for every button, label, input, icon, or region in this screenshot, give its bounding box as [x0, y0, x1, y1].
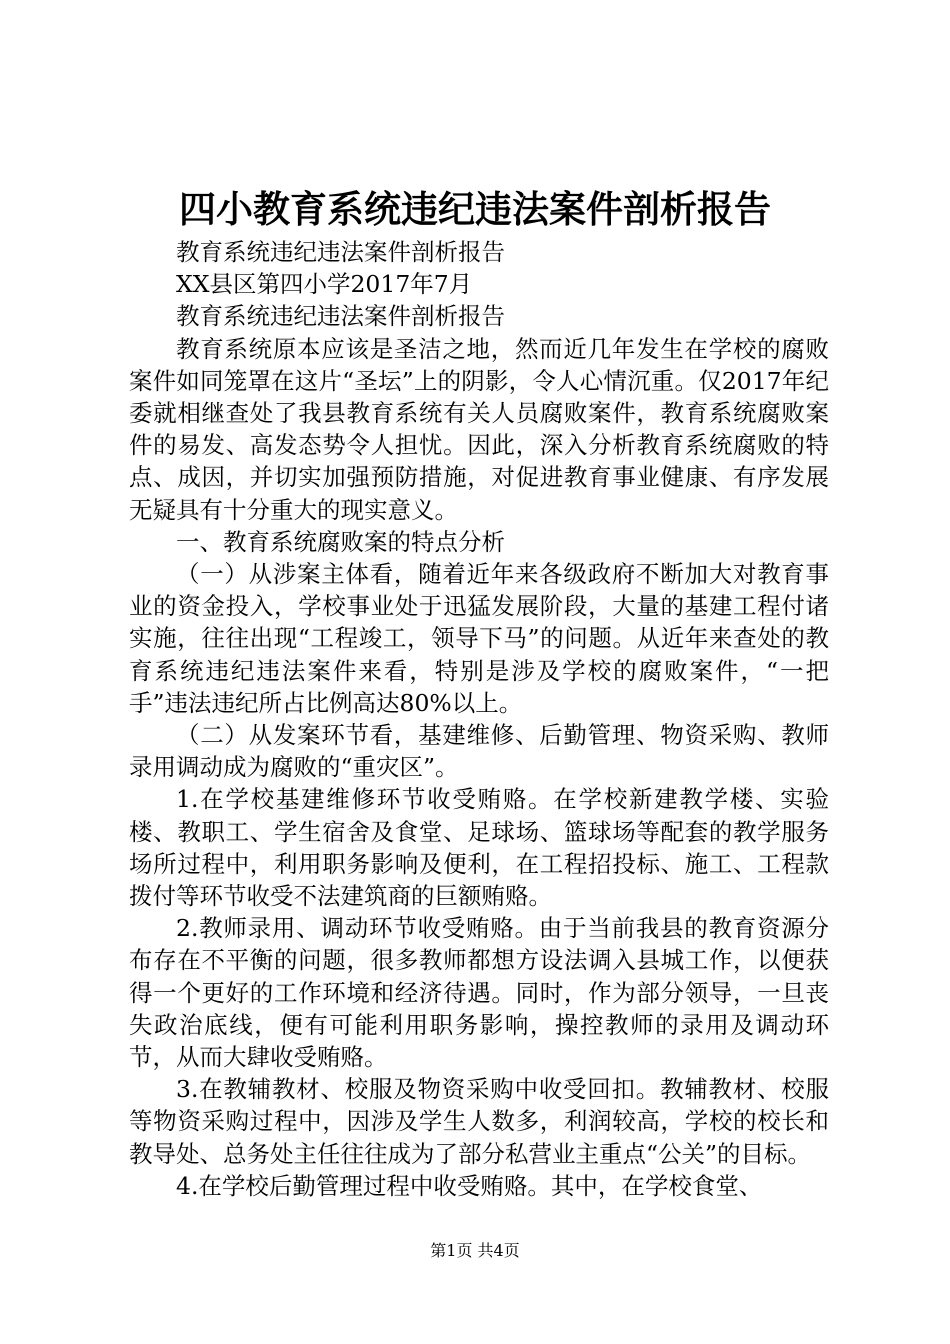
paragraph-subject: （一）从涉案主体看，随着近年来各级政府不断加大对教育事业的资金投入，学校事业处于迅猛发展阶段，大量的基建工程付诸实施，往往出现“工程竣工，领导下马”的问题。从近年来查处的教育系统违纪违法案件来看，特别是涉及学校的腐败案件，“一把手”违法违纪所占比例高达80%以上。: [129, 560, 829, 717]
author-date-line: XX县区第四小学2017年7月: [176, 270, 473, 299]
document-body: [129, 236, 829, 1202]
list-item-2: 2.教师录用、调动环节收受贿赂。由于当前我县的教育资源分布存在不平衡的问题，很多教师都想方设法调入县城工作，以便获得一个更好的工作环境和经济待遇。同时，作为部分领导，一旦丧失政治底线，便有可能利用职务影响，操控教师的录用及调动环节，从而大肆收受贿赂。: [129, 914, 829, 1072]
page-footer: 第1页 共4页: [430, 1241, 520, 1260]
subtitle-repeat-line: 教育系统违纪违法案件剖析报告: [176, 302, 505, 331]
section-heading: 一、教育系统腐败案的特点分析: [176, 527, 505, 556]
list-item-4: 4.在学校后勤管理过程中收受贿赂。其中，在学校食堂、: [176, 1171, 763, 1200]
list-item-1: 1.在学校基建维修环节收受贿赂。在学校新建教学楼、实验楼、教职工、学生宿舍及食堂、足球场、篮球场等配套的教学服务场所过程中，利用职务影响及便利，在工程招投标、施工、工程款拨付等环节收受不法建筑商的巨额贿赂。: [129, 785, 829, 911]
subtitle-line: 教育系统违纪违法案件剖析报告: [176, 238, 505, 266]
list-item-3: 3.在教辅教材、校服及物资采购中收受回扣。教辅教材、校服等物资采购过程中，因涉及学生人数多，利润较高，学校的校长和教导处、总务处主任往往成为了部分私营业主重点“公关”的目标。: [129, 1075, 829, 1168]
intro-paragraph: 教育系统原本应该是圣洁之地，然而近几年发生在学校的腐败案件如同笼罩在这片“圣坛”上的阴影，令人心情沉重。仅2017年纪委就相继查处了我县教育系统有关人员腐败案件，教育系统腐败案件的易发、高发态势令人担忧。因此，深入分析教育系统腐败的特点、成因，并切实加强预防措施，对促进教育事业健康、有序发展无疑具有十分重大的现实意义。: [129, 334, 829, 524]
paragraph-stages: （二）从发案环节看，基建维修、后勤管理、物资采购、教师录用调动成为腐败的“重灾区”。: [129, 721, 829, 782]
document-title: 四小教育系统违纪违法案件剖析报告: [179, 187, 771, 231]
